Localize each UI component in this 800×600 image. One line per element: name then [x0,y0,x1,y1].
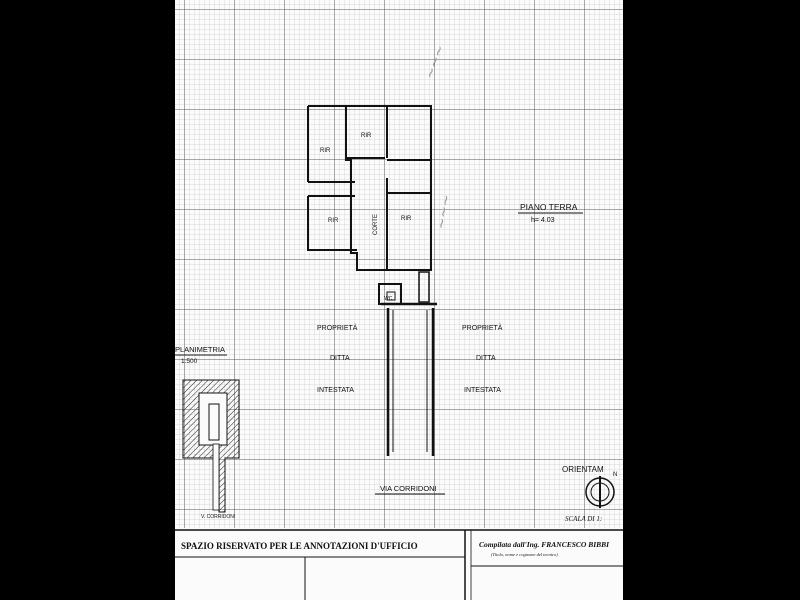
property-right-label: PROPRIETÀ [462,325,503,332]
planimetria-scale: 1:500 [181,358,198,365]
floor-plan-drawing [175,0,623,600]
property-left-label: PROPRIETÀ [317,325,358,332]
property-right-status: INTESTATA [464,387,501,394]
floor-height: h= 4.03 [531,217,555,224]
pencil-note: ~~~ [421,42,449,82]
north-icon: N [613,472,618,478]
property-right-owner: DITTA [476,355,496,362]
pencil-note: ~~~ [433,193,456,231]
compiled-by: Compilata dall'Ing. FRANCESCO BIBBI [479,540,610,549]
compiled-sub: (Titolo, nome e cognome del tecnico) [491,552,558,557]
planimetria-title: PLANIMETRIA [175,345,226,354]
planimetria-street: V. CORRIDONI [201,514,236,520]
street-label: VIA CORRIDONI [380,484,437,493]
property-left-status: INTESTATA [317,387,354,394]
floor-name: PIANO TERRA [520,202,578,212]
room-wc: WC [384,296,393,302]
drawing-sheet [175,0,623,600]
room-corte: CORTE [373,214,379,235]
room-rir-2: RIR [361,133,372,139]
room-rir-1: RIR [320,148,331,154]
orientation-label: ORIENTAM [562,465,604,474]
office-notes-label: SPAZIO RISERVATO PER LE ANNOTAZIONI D'UFFICIO [181,541,418,551]
title-block [175,528,623,600]
property-left-owner: DITTA [330,355,350,362]
room-rir-4: RIR [401,216,412,222]
room-rir-3: RIR [328,218,339,224]
major-grid [175,0,623,528]
orientation-scale: SCALA DI 1: [565,515,603,523]
